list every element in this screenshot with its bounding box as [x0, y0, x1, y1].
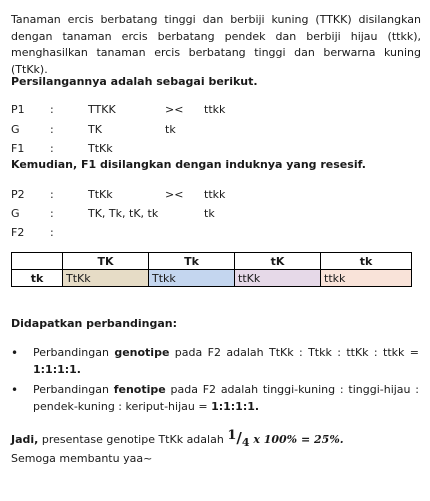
fraction-denominator: 4	[241, 436, 250, 449]
cross2-row-g	[11, 207, 421, 222]
fraction-slash: /	[236, 429, 242, 447]
row-right-value: ttkk	[204, 103, 226, 116]
punnett-header-row	[12, 253, 412, 270]
cross2-heading: Kemudian, F1 disilangkan dengan induknya yang resesif.	[11, 158, 366, 171]
text-span: Perbandingan	[33, 383, 114, 396]
intro-paragraph: Tanaman ercis berbatang tinggi dan berbiji kuning (TTKK) disilangkan dengan tanaman ercis berbatang pendek dan berbiji hijau (ttkk), menghasilkan tanaman ercis berbatang tinggi dan berwarna kuning (TtKk).	[11, 13, 421, 76]
fraction-numerator: 1	[227, 428, 237, 443]
row-separator: :	[50, 226, 54, 239]
punnett-table	[11, 252, 412, 287]
genotype-term: genotipe	[114, 346, 170, 359]
fraction-one-quarter	[227, 428, 249, 449]
cross-symbol: ><	[165, 103, 184, 116]
cross2-row-p2	[11, 188, 421, 203]
row-right-value: tk	[165, 123, 176, 136]
punnett-row-label: tk	[12, 270, 63, 287]
phenotype-term: fenotipe	[113, 383, 166, 396]
row-separator: :	[50, 207, 54, 220]
cross-symbol: ><	[165, 188, 184, 201]
row-label: P1	[11, 103, 25, 116]
row-left-value: TtKk	[88, 188, 113, 201]
punnett-data-row	[12, 270, 412, 287]
closing-text: Semoga membantu yaa~	[11, 452, 153, 465]
cross1-row-g	[11, 123, 421, 138]
row-label: F2	[11, 226, 25, 239]
row-left-value: TTKK	[88, 103, 116, 116]
punnett-cell: ttkk	[321, 270, 412, 287]
row-separator: :	[50, 123, 54, 136]
cross1-row-p1	[11, 103, 421, 118]
percentage-expression: x 100% = 25%.	[249, 433, 344, 446]
row-label: P2	[11, 188, 25, 201]
row-separator: :	[50, 103, 54, 116]
row-separator: :	[50, 142, 54, 155]
row-left-value: TK	[88, 123, 102, 136]
cross1-heading: Persilangannya adalah sebagai berikut.	[11, 75, 258, 88]
row-label: G	[11, 207, 20, 220]
phenotype-ratio: 1:1:1:1.	[211, 399, 260, 413]
cross2-row-f2	[11, 226, 421, 241]
conclusion-line	[11, 428, 344, 449]
punnett-cell: ttKk	[235, 270, 321, 287]
punnett-cell: Ttkk	[149, 270, 235, 287]
row-left-value: TK, Tk, tK, tk	[88, 207, 159, 220]
phenotype-text	[33, 382, 419, 415]
conclusion-lead: Jadi,	[11, 433, 39, 446]
punnett-header-cell: TK	[63, 253, 149, 270]
bullet-dot-icon: •	[11, 346, 19, 360]
row-left-value: TtKk	[88, 142, 113, 155]
punnett-header-cell: tk	[321, 253, 412, 270]
text-span: presentase genotipe TtKk adalah	[38, 433, 228, 446]
punnett-header-cell: Tk	[149, 253, 235, 270]
bullet-dot-icon: •	[11, 383, 19, 397]
punnett-header-cell: tK	[235, 253, 321, 270]
genotype-ratio: 1:1:1:1.	[33, 362, 81, 376]
cross1-row-f1	[11, 142, 421, 157]
row-separator: :	[50, 188, 54, 201]
text-span: pada F2 adalah TtKk : Ttkk : ttKk : ttkk =	[169, 346, 419, 359]
results-heading: Didapatkan perbandingan:	[11, 317, 178, 330]
row-label: F1	[11, 142, 25, 155]
row-right-value: ttkk	[204, 188, 226, 201]
genotype-text	[33, 345, 419, 378]
row-right-value: tk	[204, 207, 215, 220]
punnett-cell: TtKk	[63, 270, 149, 287]
text-span: Perbandingan	[33, 346, 115, 359]
row-label: G	[11, 123, 20, 136]
text-span: pada F2 adalah tinggi-kuning : tinggi-hijau : pendek-kuning : keriput-hijau =	[33, 383, 419, 413]
punnett-corner-cell	[12, 253, 63, 270]
